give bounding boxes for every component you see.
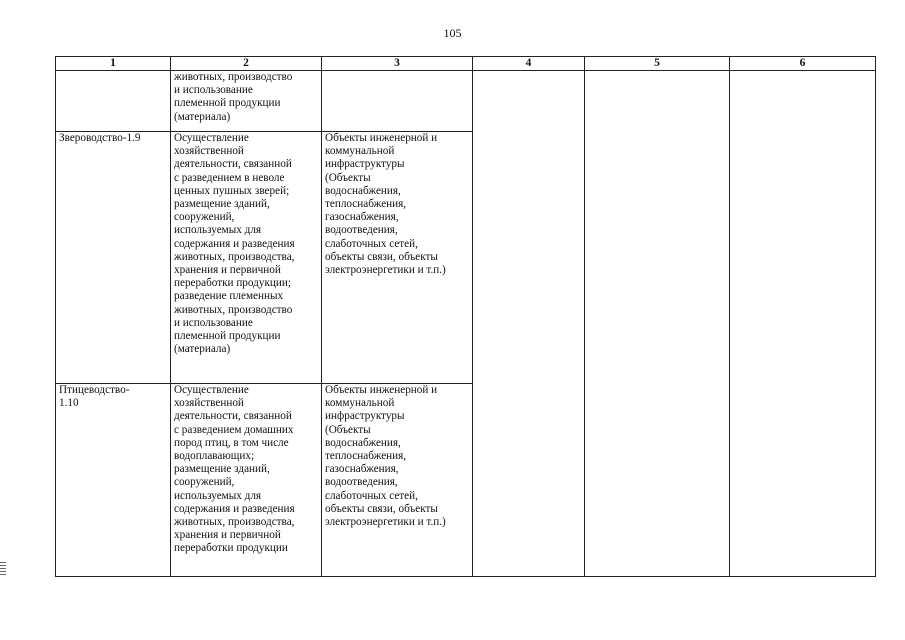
margin-scan-mark: [0, 562, 6, 576]
use-description-cell: Осуществление хозяйственной деятельности, связанной с разведением в неволе ценных пушных зверей; размещение зданий, сооружений, используемых для содержания и разведения животных, производства, хранения и первичной переработки продукции; разведение племенных животных, производство и использование племенной продукции (материала): [171, 132, 322, 384]
column-header: 3: [322, 57, 473, 71]
table-row: [56, 71, 876, 132]
column-5-cell: [585, 71, 730, 577]
use-kind-cell: Звероводство-1.9: [56, 132, 171, 384]
column-header: 2: [171, 57, 322, 71]
use-kind-cell: Птицеводство- 1.10: [56, 384, 171, 577]
use-description-cell: животных, производство и использование племенной продукции (материала): [171, 71, 322, 132]
column-header: 5: [585, 57, 730, 71]
column-header: 6: [730, 57, 876, 71]
auxiliary-use-cell: Объекты инженерной и коммунальной инфраструктуры (Объекты водоснабжения, теплоснабжения, газоснабжения, водоотведения, слаботочных сетей, объекты связи, объекты электроэнергетики и т.п.): [322, 384, 473, 577]
page-number: 105: [443, 26, 462, 40]
use-description-cell: Осуществление хозяйственной деятельности, связанной с разведением домашних пород птиц, в том числе водоплавающих; размещение зданий, сооружений, используемых для содержания и разведения животных, производства, хранения и первичной переработки продукции: [171, 384, 322, 577]
auxiliary-use-cell: [322, 71, 473, 132]
regulations-table: [55, 56, 876, 577]
column-header: 1: [56, 57, 171, 71]
auxiliary-use-cell: Объекты инженерной и коммунальной инфраструктуры (Объекты водоснабжения, теплоснабжения, газоснабжения, водоотведения, слаботочных сетей, объекты связи, объекты электроэнергетики и т.п.): [322, 132, 473, 384]
column-header: 4: [473, 57, 585, 71]
use-kind-cell: [56, 71, 171, 132]
table-header-row: [56, 57, 876, 71]
column-6-cell: [730, 71, 876, 577]
column-4-cell: [473, 71, 585, 577]
